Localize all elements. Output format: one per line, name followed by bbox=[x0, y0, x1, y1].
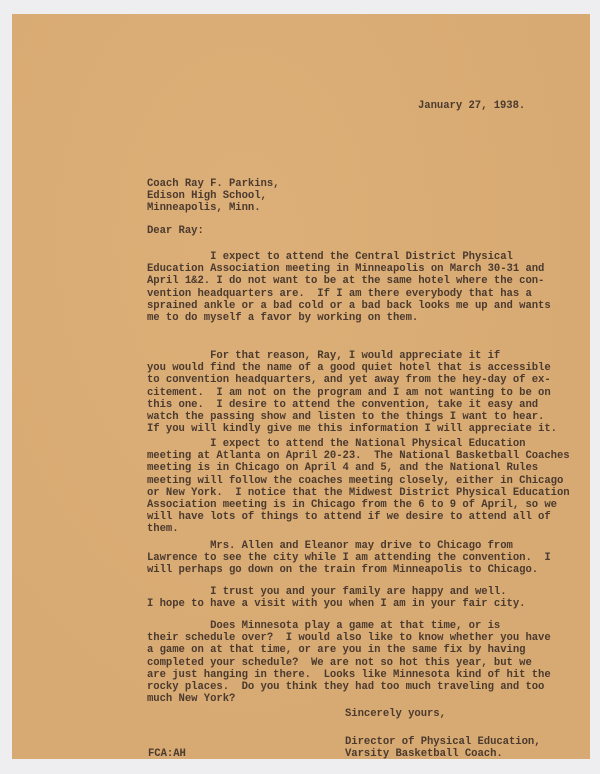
text-line: are just hanging in there. Looks like Minnesota kind of hit the bbox=[147, 668, 551, 681]
salutation: Dear Ray: bbox=[147, 225, 204, 237]
signature-line: Director of Physical Education, bbox=[345, 736, 541, 748]
typist-initials: FCA:AH bbox=[148, 748, 186, 760]
text-line: watch the passing show and listen to the things I want to hear. bbox=[147, 410, 545, 423]
text-line: Does Minnesota play a game at that time, or is bbox=[147, 620, 501, 632]
paragraph-2 bbox=[147, 350, 557, 435]
text-line: will have lots of things to attend if we desire to attend all of bbox=[147, 511, 551, 524]
text-line: sprained ankle or a bad cold or a bad back looks me up and wants bbox=[147, 299, 551, 312]
text-line: I expect to attend the National Physical Education bbox=[147, 438, 526, 450]
text-line: Lawrence to see the city while I am attending the convention. I bbox=[147, 552, 551, 565]
text-line: or New York. I notice that the Midwest District Physical Education bbox=[147, 486, 570, 499]
text-line: meeting will follow the coaches meeting closely, either in Chicago bbox=[147, 474, 564, 487]
signature-line: Varsity Basketball Coach. bbox=[345, 748, 503, 761]
paragraph-3 bbox=[147, 438, 570, 536]
text-line: much New York? bbox=[147, 693, 236, 706]
text-line: For that reason, Ray, I would appreciate it if bbox=[147, 350, 501, 362]
text-line: rocky places. Do you think they had too much traveling and too bbox=[147, 680, 545, 693]
text-line: this one. I desire to attend the convention, take it easy and bbox=[147, 398, 539, 411]
text-line: April 1&2. I do not want to be at the same hotel where the con- bbox=[147, 275, 545, 288]
paragraph-6 bbox=[147, 620, 551, 705]
address-line: Coach Ray F. Parkins, bbox=[147, 178, 280, 190]
letter-date: January 27, 1938. bbox=[418, 100, 526, 112]
text-line: If you will kindly give me this information I will appreciate it. bbox=[147, 423, 557, 436]
paragraph-5 bbox=[147, 586, 525, 610]
signature-title bbox=[345, 736, 541, 760]
text-line: Association meeting is in Chicago from the 6 to 9 of April, so we bbox=[147, 498, 557, 511]
text-line: to convention headquarters, and yet away from the hey-day of ex- bbox=[147, 374, 551, 387]
text-line: I trust you and your family are happy and well. bbox=[147, 586, 507, 598]
address-line: Edison High School, bbox=[147, 190, 267, 203]
text-line: citement. I am not on the program and I am not wanting to be on bbox=[147, 386, 551, 399]
text-line: I hope to have a visit with you when I am in your fair city. bbox=[147, 598, 526, 611]
text-line: Mrs. Allen and Eleanor may drive to Chicago from bbox=[147, 540, 513, 552]
text-line: me to do myself a favor by working on them. bbox=[147, 311, 419, 324]
recipient-address bbox=[147, 178, 279, 215]
text-line: a game on at that time, or are you in the same fix by having bbox=[147, 644, 526, 657]
text-line: Education Association meeting in Minneapolis on March 30-31 and bbox=[147, 263, 545, 276]
text-line: their schedule over? I would also like to know whether you have bbox=[147, 632, 551, 645]
text-line: vention headquarters are. If I am there everybody that has a bbox=[147, 287, 532, 300]
text-line: will perhaps go down on the train from Minneapolis to Chicago. bbox=[147, 564, 539, 577]
address-line: Minneapolis, Minn. bbox=[147, 202, 261, 215]
closing: Sincerely yours, bbox=[345, 708, 446, 720]
text-line: completed your schedule? We are not so hot this year, but we bbox=[147, 656, 532, 669]
text-line: them. bbox=[147, 523, 179, 536]
paragraph-4 bbox=[147, 540, 551, 577]
text-line: meeting is in Chicago on April 4 and 5, and the National Rules bbox=[147, 462, 539, 475]
text-line: you would find the name of a good quiet hotel that is accessible bbox=[147, 362, 551, 375]
text-line: meeting at Atlanta on April 20-23. The National Basketball Coaches bbox=[147, 450, 570, 463]
paragraph-1 bbox=[147, 251, 551, 324]
text-line: I expect to attend the Central District Physical bbox=[147, 251, 513, 263]
